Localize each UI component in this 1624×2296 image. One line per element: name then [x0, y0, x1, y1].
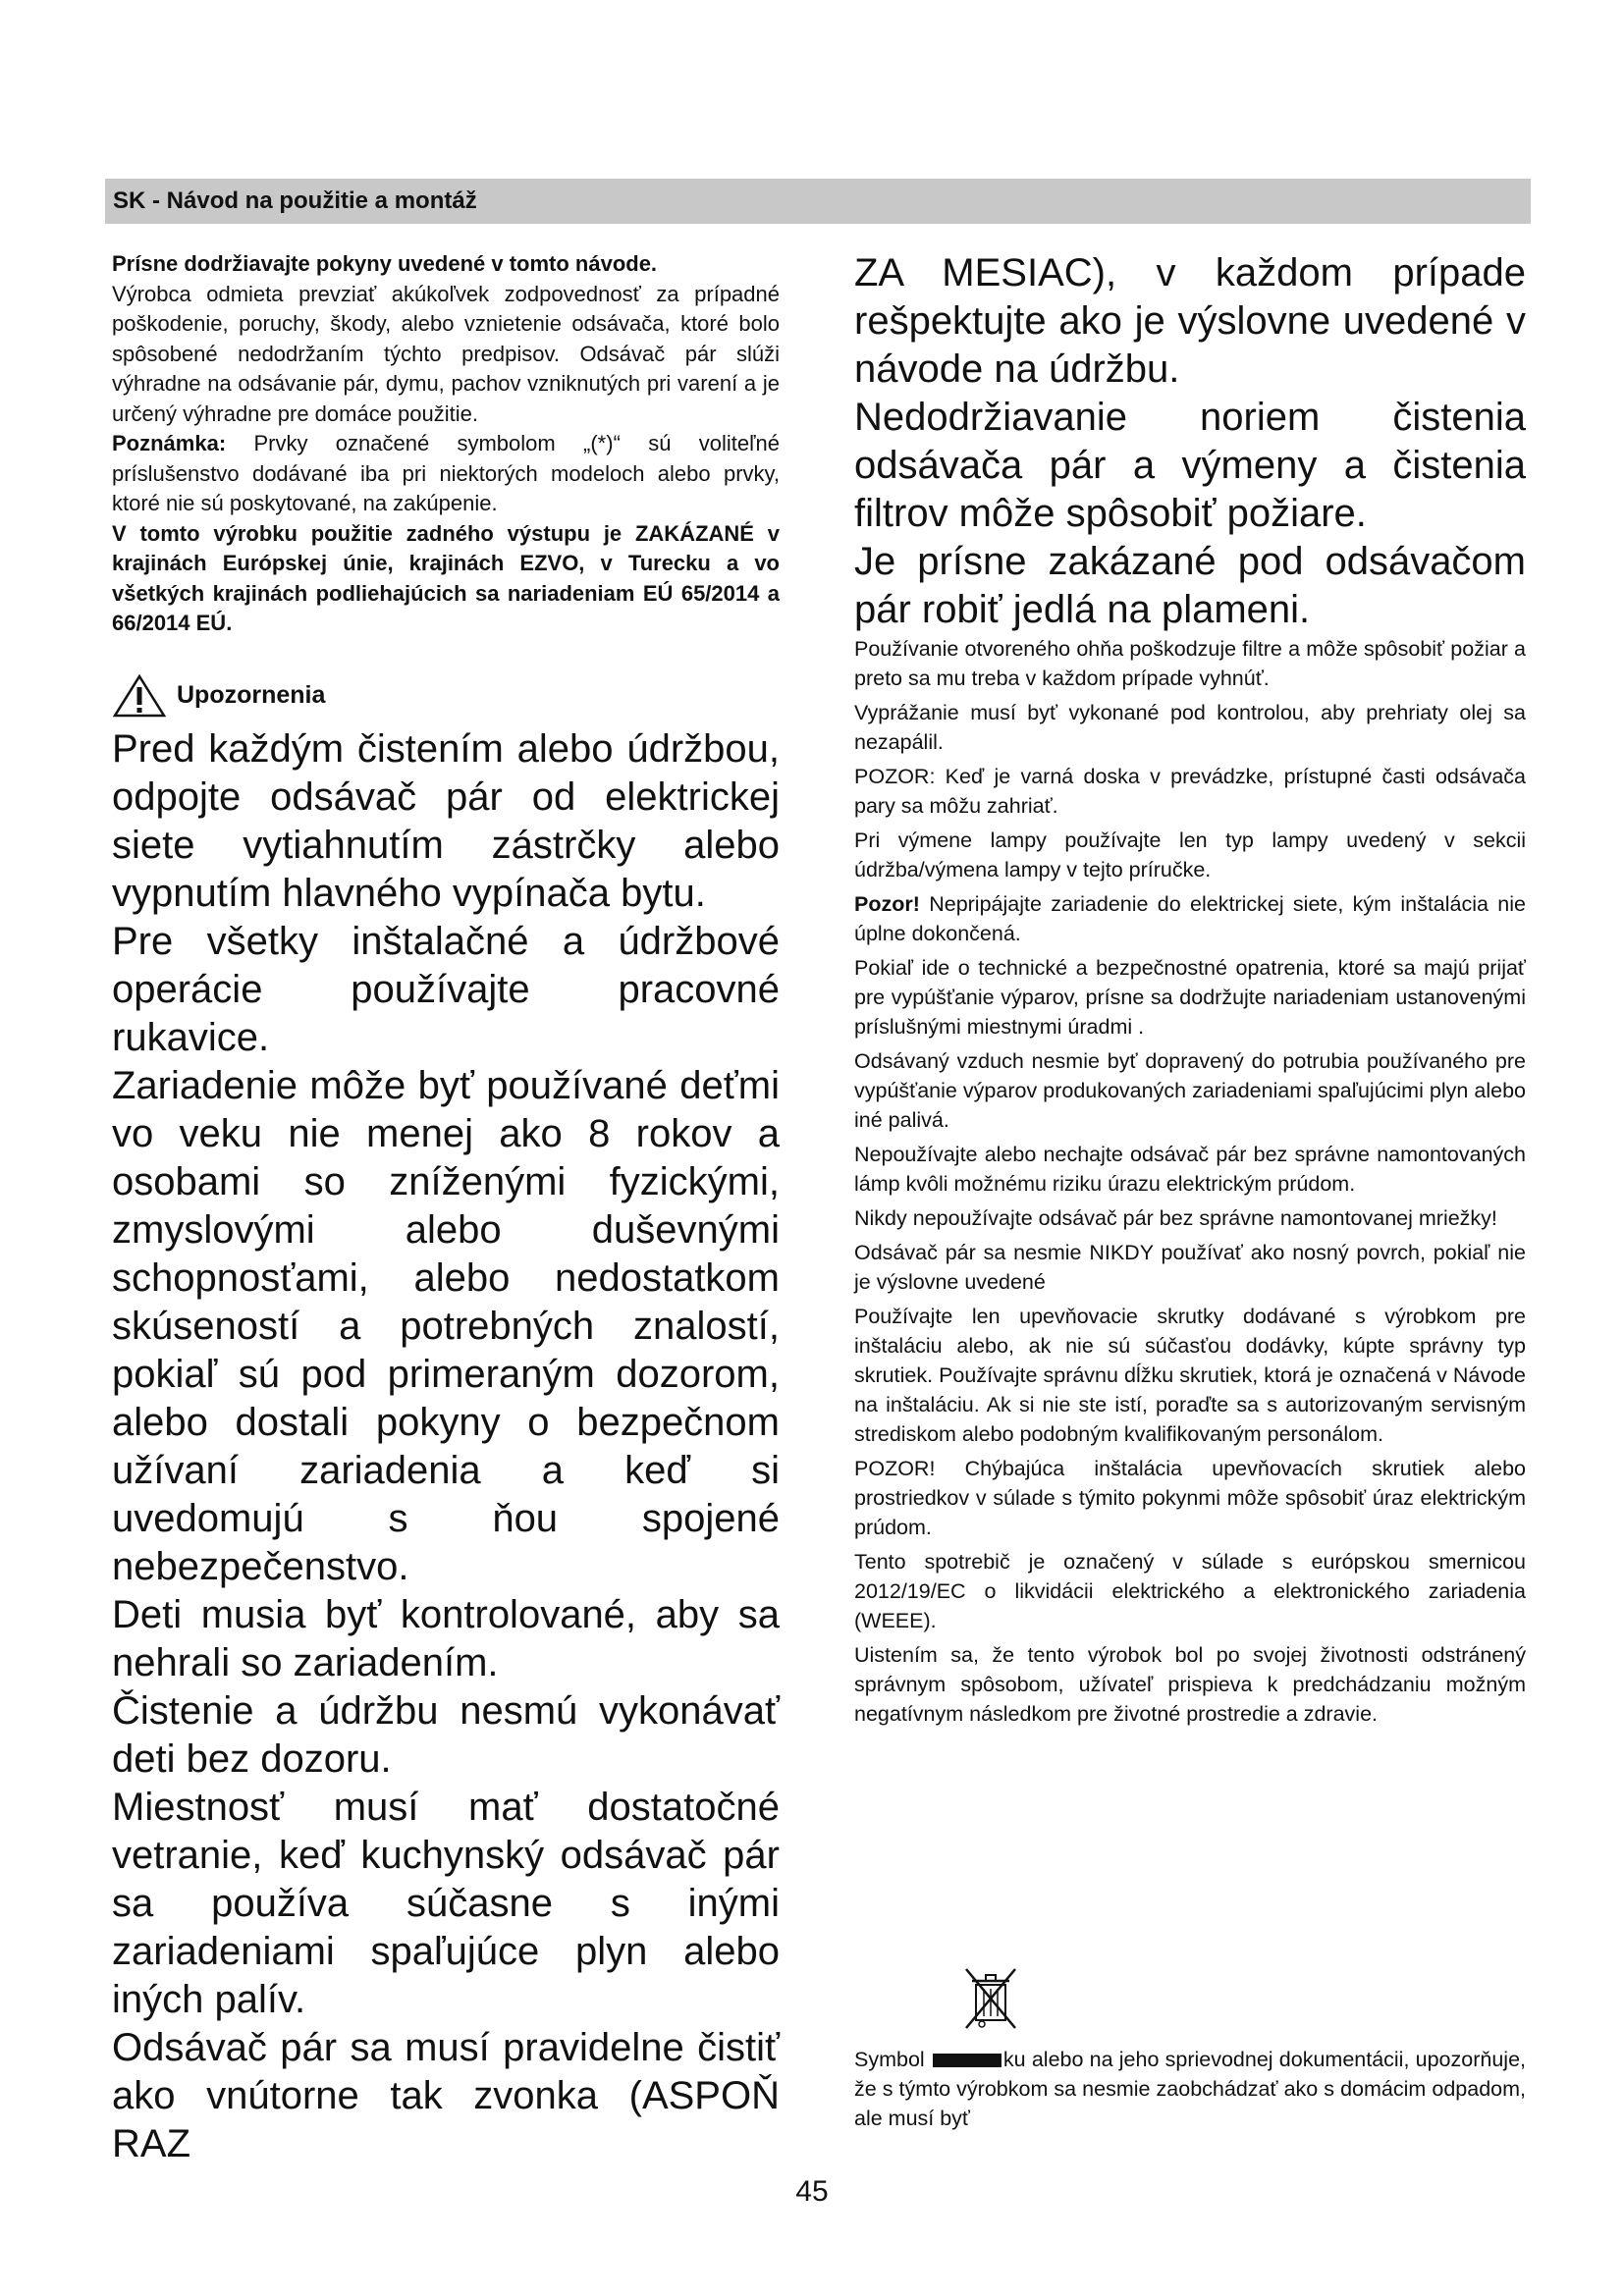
note-text: Prvky označené symbolom „(*)“ sú voliteľné príslušenstvo dodávané iba pri niektorých modeloch alebo prvky, ktoré nie sú poskytované, na zakúpenie. — [112, 431, 780, 515]
paragraph: Vyprážanie musí byť vykonané pod kontrolou, aby prehriaty olej sa nezapálil. — [854, 701, 1526, 754]
paragraph: Odsávač pár sa nesmie NIKDY používať ako nosný povrch, pokiaľ nie je výslovne uvedené — [854, 1241, 1526, 1294]
page-number: 45 — [795, 2175, 829, 2208]
warning-item: Pre všetky inštalačné a údržbové operácie používajte pracovné rukavice. — [112, 919, 780, 1059]
warning-item: Nedodržiavanie noriem čistenia odsávača pár a výmeny a čistenia filtrov môže spôsobiť požiare. — [854, 396, 1526, 535]
weee-text-b: ku alebo na jeho sprievodnej dokumentácii, upozorňuje, že s týmto výrobkom sa nesmie zaobchádzať ako s domácim odpadom, ale musí byť — [854, 2048, 1527, 2130]
header-bar — [105, 179, 1531, 224]
note-label: Poznámka: — [112, 431, 227, 455]
left-column — [112, 249, 780, 2168]
paragraph: Používajte len upevňovacie skrutky dodávané s výrobkom pre inštaláciu alebo, ak nie sú súčasťou dodávky, kúpte správny typ skrutiek. Používajte správnu dĺžku skrutiek, ktorá je označená v Návode na inštaláciu. Ak si nie ste istí, poraďte sa s autorizovaným servisným strediskom alebo podobným kvalifikovaným personálom. — [854, 1305, 1526, 1446]
intro-text: Výrobca odmieta prevziať akúkoľvek zodpovednosť za prípadné poškodenie, poruchy, škody, alebo vznietenie odsávača, ktoré bolo spôsobené nedodržaním týchto predpisov. Odsávač pár slúži výhradne na odsávanie pár, dymu, pachov vzniknutých pri varení a je určený výhradne pre domáce použitie. — [112, 281, 780, 426]
paragraph: POZOR: Keď je varná doska v prevádzke, prístupné časti odsávača pary sa môžu zahriať. — [854, 765, 1526, 818]
weee-paragraph — [854, 2045, 1526, 2138]
paragraph: POZOR! Chýbajúca inštalácia upevňovacích skrutiek alebo prostriedkov v súlade s týmito pokynmi môže spôsobiť úraz elektrickým prúdom. — [854, 1457, 1526, 1539]
warnings-heading — [112, 672, 780, 720]
redaction-mark — [933, 2054, 1001, 2067]
weee-text-a: Symbol — [854, 2048, 925, 2071]
intro-bold: Prísne dodržiavajte pokyny uvedené v tomto návode. — [112, 251, 658, 276]
warning-item: Miestnosť musí mať dostatočné vetranie, keď kuchynský odsávač pár sa používa súčasne s inými zariadeniami spaľujúce plyn alebo iných palív. — [112, 1785, 780, 2021]
caution-label: Pozor! — [854, 892, 920, 916]
right-column — [854, 249, 1526, 1734]
paragraph: Nikdy nepoužívajte odsávač pár bez správne namontovanej mriežky! — [854, 1206, 1497, 1230]
paragraph: Pri výmene lampy používajte len typ lampy uvedený v sekcii údržba/výmena lampy v tejto príručke. — [854, 828, 1526, 881]
warning-item: Pred každým čistením alebo údržbou, odpojte odsávač pár od elektrickej siete vytiahnutím zástrčky alebo vypnutím hlavného vypínača bytu. — [112, 726, 780, 915]
warning-item: Deti musia byť kontrolované, aby sa nehrali so zariadením. — [112, 1592, 780, 1684]
warning-item: Odsávač pár sa musí pravidelne čistiť ako vnútorne tak zvonka (ASPOŇ RAZ — [112, 2025, 780, 2165]
paragraph: Pokiaľ ide o technické a bezpečnostné opatrenia, ktoré sa majú prijať pre vypúšťanie výparov, prísne sa dodržujte nariadeniam ustanovenými príslušnými miestnymi úradmi . — [854, 956, 1526, 1039]
rear-outlet-notice: V tomto výrobku použitie zadného výstupu je ZAKÁZANÉ v krajinách Európskej únie, krajinách EZVO, v Turecku a vo všetkých krajinách podliehajúcich sa nariadeniam EÚ 65/2014 a 66/2014 EÚ. — [112, 520, 780, 635]
caution-text: Nepripájajte zariadenie do elektrickej siete, kým inštalácia nie úplne dokončená. — [854, 892, 1526, 945]
warning-item: Čistenie a údržbu nesmú vykonávať deti bez dozoru. — [112, 1688, 780, 1781]
paragraph: Uistením sa, že tento výrobok bol po svojej životnosti odstránený správnym spôsobom, užívateľ prispieva k predchádzaniu možným negatívnym následkom pre životné prostredie a zdravie. — [854, 1643, 1526, 1726]
note-paragraph — [112, 429, 780, 519]
section-title: SK - Návod na použitie a montáž — [113, 187, 477, 214]
paragraph — [854, 889, 1526, 948]
warning-item: ZA MESIAC), v každom prípade rešpektujte ako je výslovne uvedené v návode na údržbu. — [854, 251, 1526, 391]
crossed-out-bin-icon — [960, 1963, 1021, 2032]
warnings-title: Upozornenia — [177, 681, 326, 709]
paragraph: Odsávaný vzduch nesmie byť dopravený do potrubia používaného pre vypúšťanie výparov produkovaných zariadeniami spaľujúcimi plyn alebo iné palivá. — [854, 1049, 1526, 1132]
paragraph: Nepoužívajte alebo nechajte odsávač pár bez správne namontovaných lámp kvôli možnému riziku úrazu elektrickým prúdom. — [854, 1143, 1526, 1196]
paragraph: Používanie otvoreného ohňa poškodzuje filtre a môže spôsobiť požiar a preto sa mu treba v každom prípade vyhnúť. — [854, 637, 1526, 690]
warning-item: Je prísne zakázané pod odsávačom pár robiť jedlá na plameni. — [854, 540, 1526, 631]
warning-triangle-icon — [112, 673, 167, 719]
paragraph: Tento spotrebič je označený v súlade s európskou smernicou 2012/19/EC o likvidácii elektrického a elektronického zariadenia (WEEE). — [854, 1550, 1526, 1632]
warning-item: Zariadenie môže byť používané deťmi vo veku nie menej ako 8 rokov a osobami so zníženými fyzickými, zmyslovými alebo duševnými schopnosťami, alebo nedostatkom skúseností a potrebných znalostí, pokiaľ sú pod primeraným dozorom, alebo dostali pokyny o bezpečnom užívaní zariadenia a keď si uvedomujú s ňou spojené nebezpečenstvo. — [112, 1063, 780, 1588]
